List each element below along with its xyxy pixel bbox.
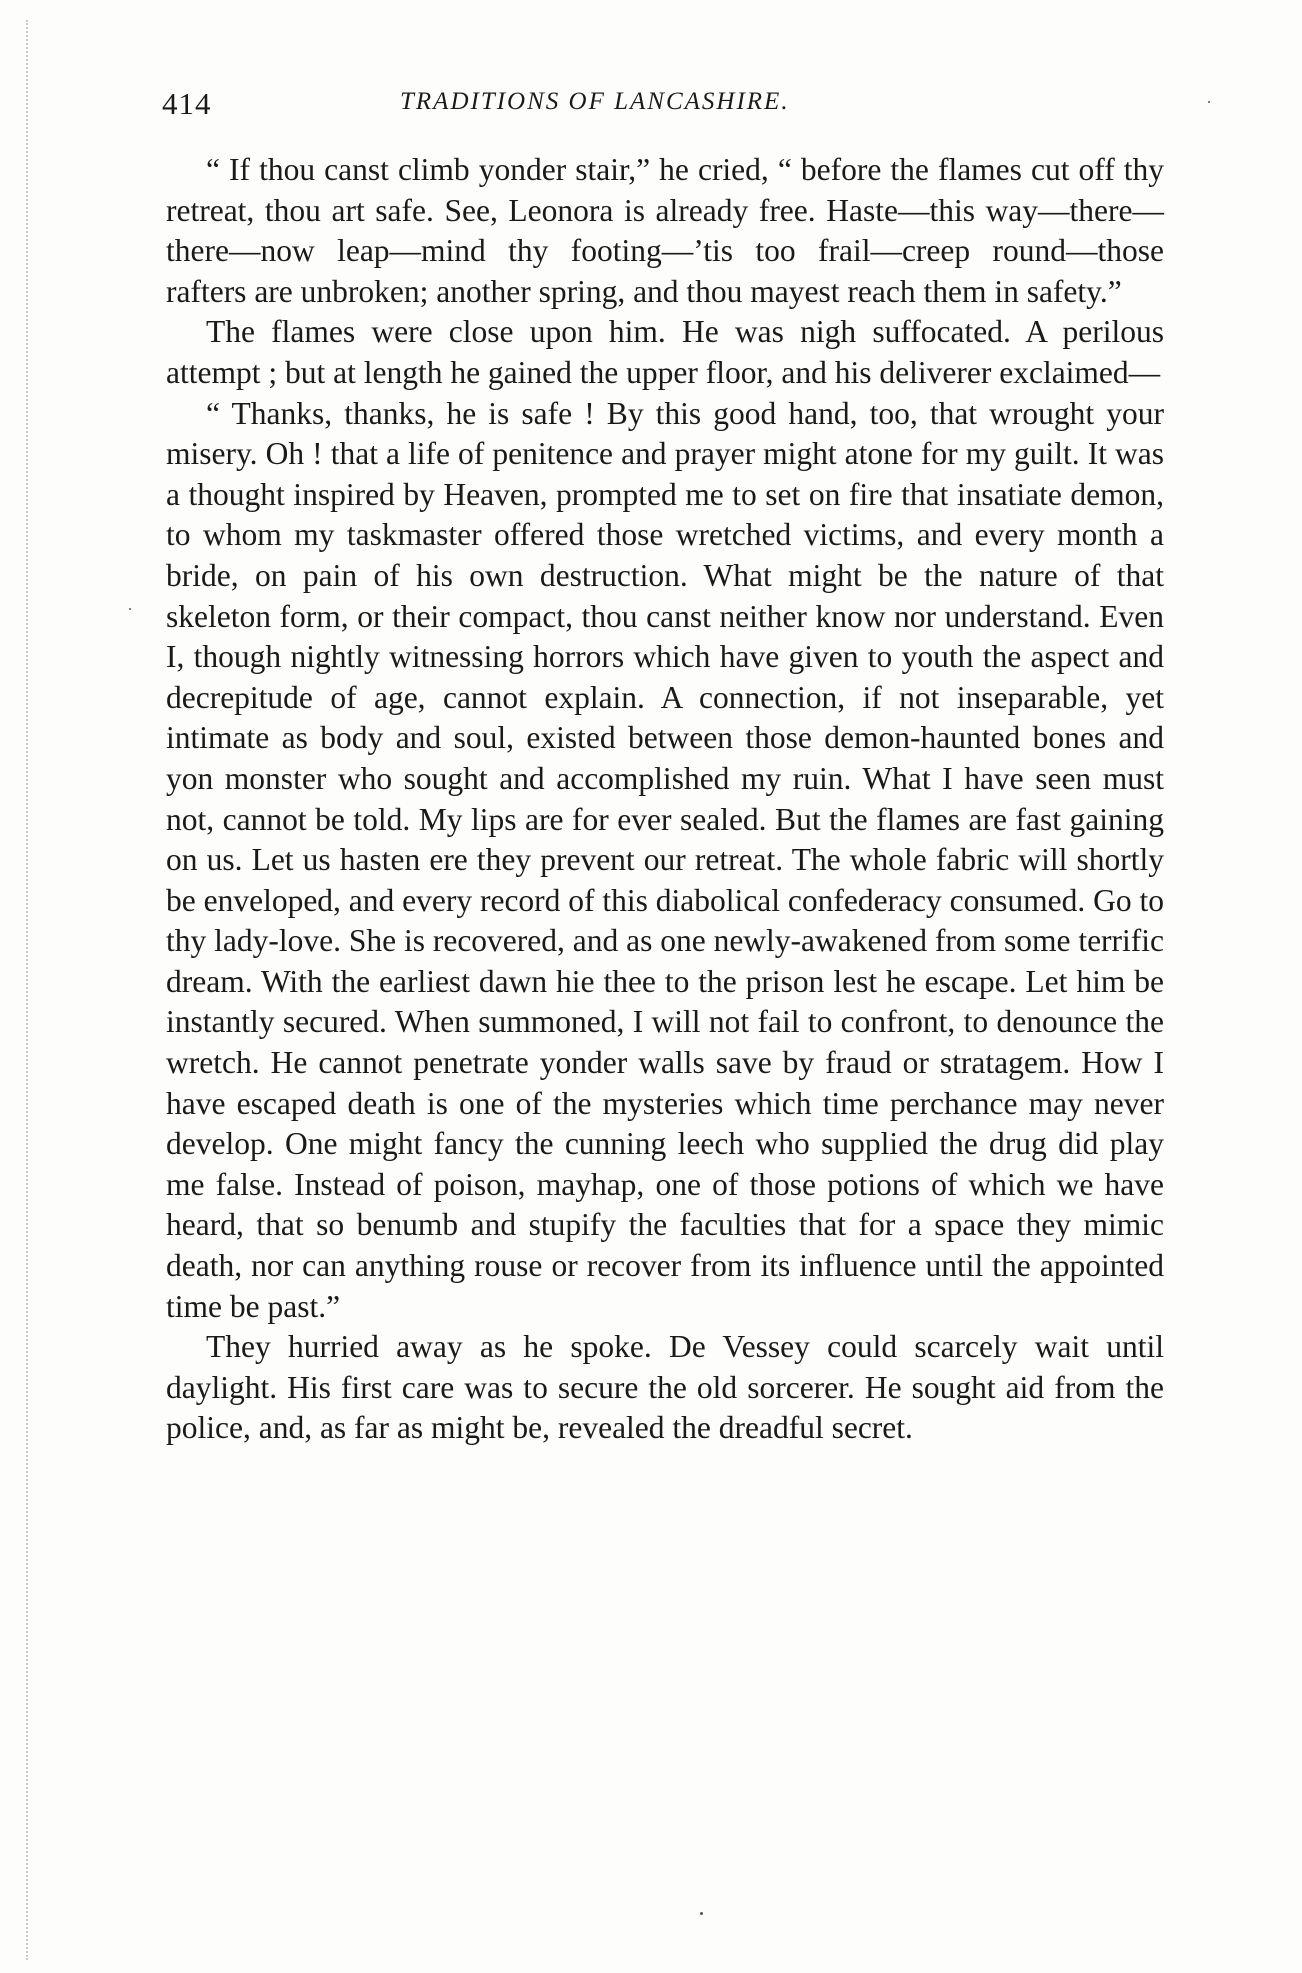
running-title: TRADITIONS OF LANCASHIRE. bbox=[400, 88, 790, 115]
paragraph: “ If thou canst climb yonder stair,” he cried, “ before the flames cut off thy retreat, thou art safe. See, Leonora is already free. Haste—this way—there—there—now leap—mind thy footing—’tis too frail—creep round—those rafters are unbroken; another spring, and thou mayest reach them in safety.” bbox=[166, 152, 1164, 309]
page-number: 414 bbox=[162, 86, 212, 121]
body-text bbox=[166, 150, 1164, 1449]
paper-speck bbox=[129, 608, 131, 610]
paragraph: “ Thanks, thanks, he is safe ! By this good hand, too, that wrought your misery. Oh ! that a life of penitence and prayer might atone for my guilt. It was a thought inspired by Heaven, prompted me to set on fire that insatiate demon, to whom my taskmaster offered those wretched victims, and every month a bride, on pain of his own destruction. What might be the nature of that skeleton form, or their compact, thou canst neither know nor understand. Even I, though nightly witnessing horrors which have given to youth the aspect and decrepitude of age, cannot explain. A connection, if not inseparable, yet intimate as body and soul, existed between those demon-haunted bones and yon monster who sought and accomplished my ruin. What I have seen must not, cannot be told. My lips are for ever sealed. But the flames are fast gaining on us. Let us hasten ere they prevent our retreat. The whole fabric will shortly be enveloped, and every record of this diabolical confederacy consumed. Go to thy lady-love. She is recovered, and as one newly-awakened from some terrific dream. With the earliest dawn hie thee to the prison lest he escape. Let him be instantly secured. When summoned, I will not fail to confront, to denounce the wretch. He cannot penetrate yonder walls save by fraud or stratagem. How I have escaped death is one of the mysteries which time perchance may never develop. One might fancy the cunning leech who supplied the drug did play me false. Instead of poison, mayhap, one of those potions of which we have heard, that so benumb and stupify the faculties that for a space they mimic death, nor can anything rouse or recover from its influence until the appointed time be past.” bbox=[166, 395, 1165, 1324]
running-head bbox=[162, 86, 1162, 126]
paper-speck bbox=[700, 1912, 703, 1915]
paper-speck bbox=[1208, 101, 1210, 103]
binding-edge bbox=[26, 20, 28, 1960]
paragraph: They hurried away as he spoke. De Vessey could scarcely wait until daylight. His first care was to secure the old sorcerer. He sought aid from the police, and, as far as might be, revealed the dreadful secret. bbox=[166, 1329, 1164, 1446]
paragraph: The flames were close upon him. He was nigh suffocated. A perilous attempt ; but at length he gained the upper floor, and his deliverer exclaimed— bbox=[166, 314, 1164, 390]
